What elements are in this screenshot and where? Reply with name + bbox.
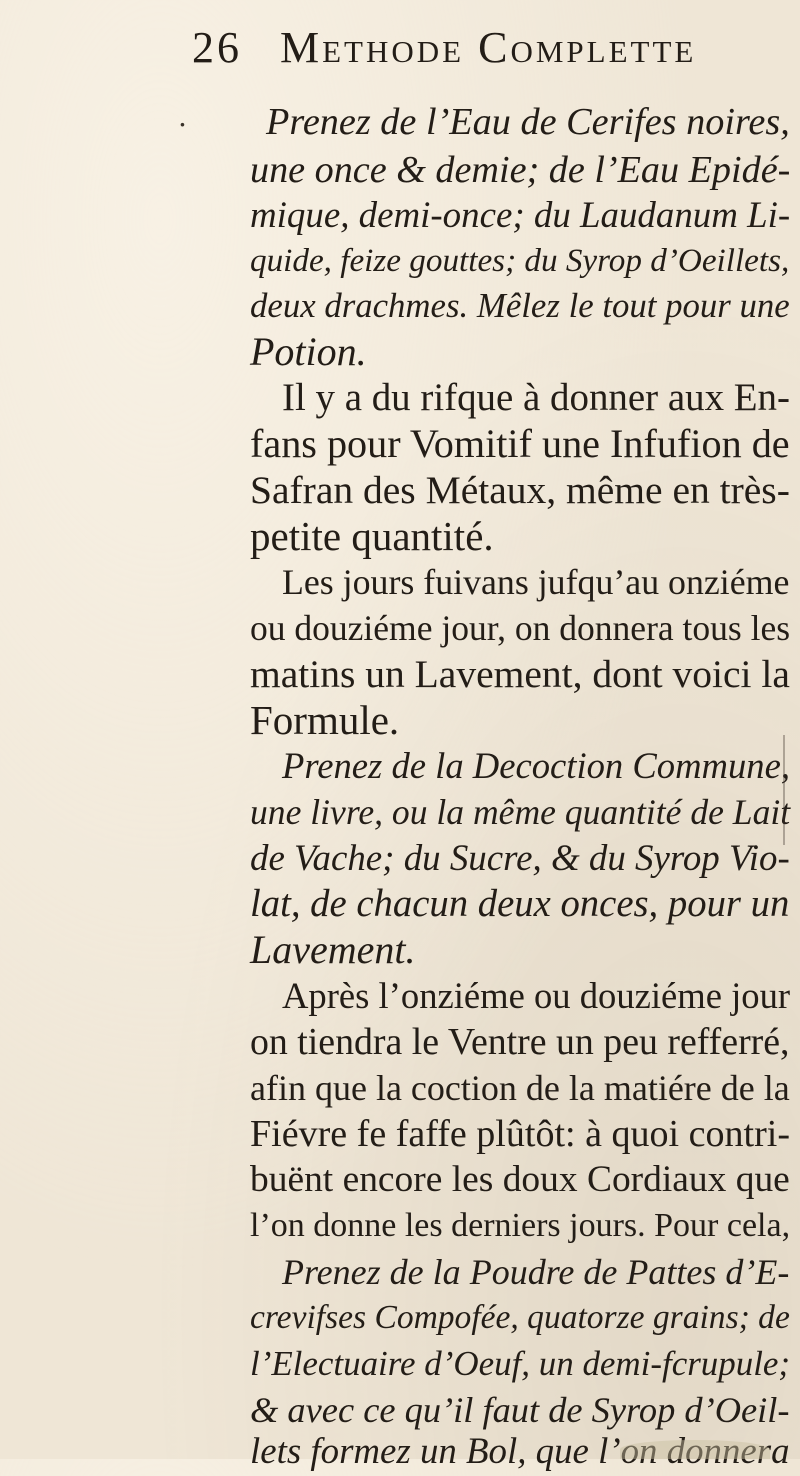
text-line: petite quantité.: [250, 513, 494, 559]
text-line: Prenez de la Decoction Commune,: [282, 745, 790, 786]
text-line: lets formez un Bol, que l’on donnera: [250, 1430, 790, 1471]
text-line: Potion.: [250, 329, 367, 374]
text-line: Safran des Métaux, même en très-: [250, 468, 790, 512]
text-line: mique, demi-once; du Laudanum Li-: [250, 194, 791, 235]
text-line: deux drachmes. Mêlez le tout pour une: [250, 286, 790, 325]
text-line: Après l’onziéme ou douziéme jour: [282, 975, 791, 1016]
text-line: matins un Lavement, dont voici la: [250, 652, 790, 696]
text-line: lat, de chacun deux onces, pour un: [250, 883, 790, 925]
text-line: buënt encore les doux Cordiaux que: [250, 1159, 790, 1200]
text-line: ou douziéme jour, on donnera tous les: [250, 608, 791, 648]
running-title: Methode Complette: [280, 23, 697, 72]
text-line: Prenez de la Poudre de Pattes d’E-: [282, 1252, 790, 1292]
text-line: fans pour Vomitif une Infufion de: [250, 421, 790, 466]
text-line: on tiendra le Ventre un peu refferré,: [250, 1021, 790, 1063]
text-line: Fiévre fe faffe plûtôt: à quoi contri-: [250, 1113, 790, 1155]
text-line: crevifses Compofée, quatorze grains; de: [250, 1299, 790, 1336]
text-line: une once & demie; de l’Eau Epidé-: [250, 149, 791, 191]
text-line: une livre, ou la même quantité de Lait: [250, 792, 791, 832]
margin-mark: .: [178, 100, 187, 133]
text-line: quide, feize gouttes; du Syrop d’Oeillets,: [250, 242, 790, 279]
text-line: Formule.: [250, 697, 400, 743]
text-line: Lavement.: [250, 927, 416, 972]
text-line: Prenez de l’Eau de Cerifes noires,: [266, 101, 790, 143]
paper-stain: [620, 1440, 770, 1459]
running-header: [192, 22, 696, 73]
text-line: afin que la coction de la matiére de la: [250, 1068, 790, 1108]
page-number: 26: [192, 23, 242, 72]
text-line: l’on donne les derniers jours. Pour cela,: [250, 1207, 791, 1244]
text-line: Les jours fuivans jufqu’au onziéme: [282, 562, 790, 602]
text-line: & avec ce qu’il faut de Syrop d’Oeil-: [250, 1390, 790, 1430]
page-edge-mark: [783, 735, 785, 845]
text-line: Il y a du rifque à donner aux En-: [282, 376, 790, 419]
text-line: l’Electuaire d’Oeuf, un demi-fcrupule;: [250, 1344, 791, 1383]
text-line: de Vache; du Sucre, & du Syrop Vio-: [250, 837, 790, 878]
